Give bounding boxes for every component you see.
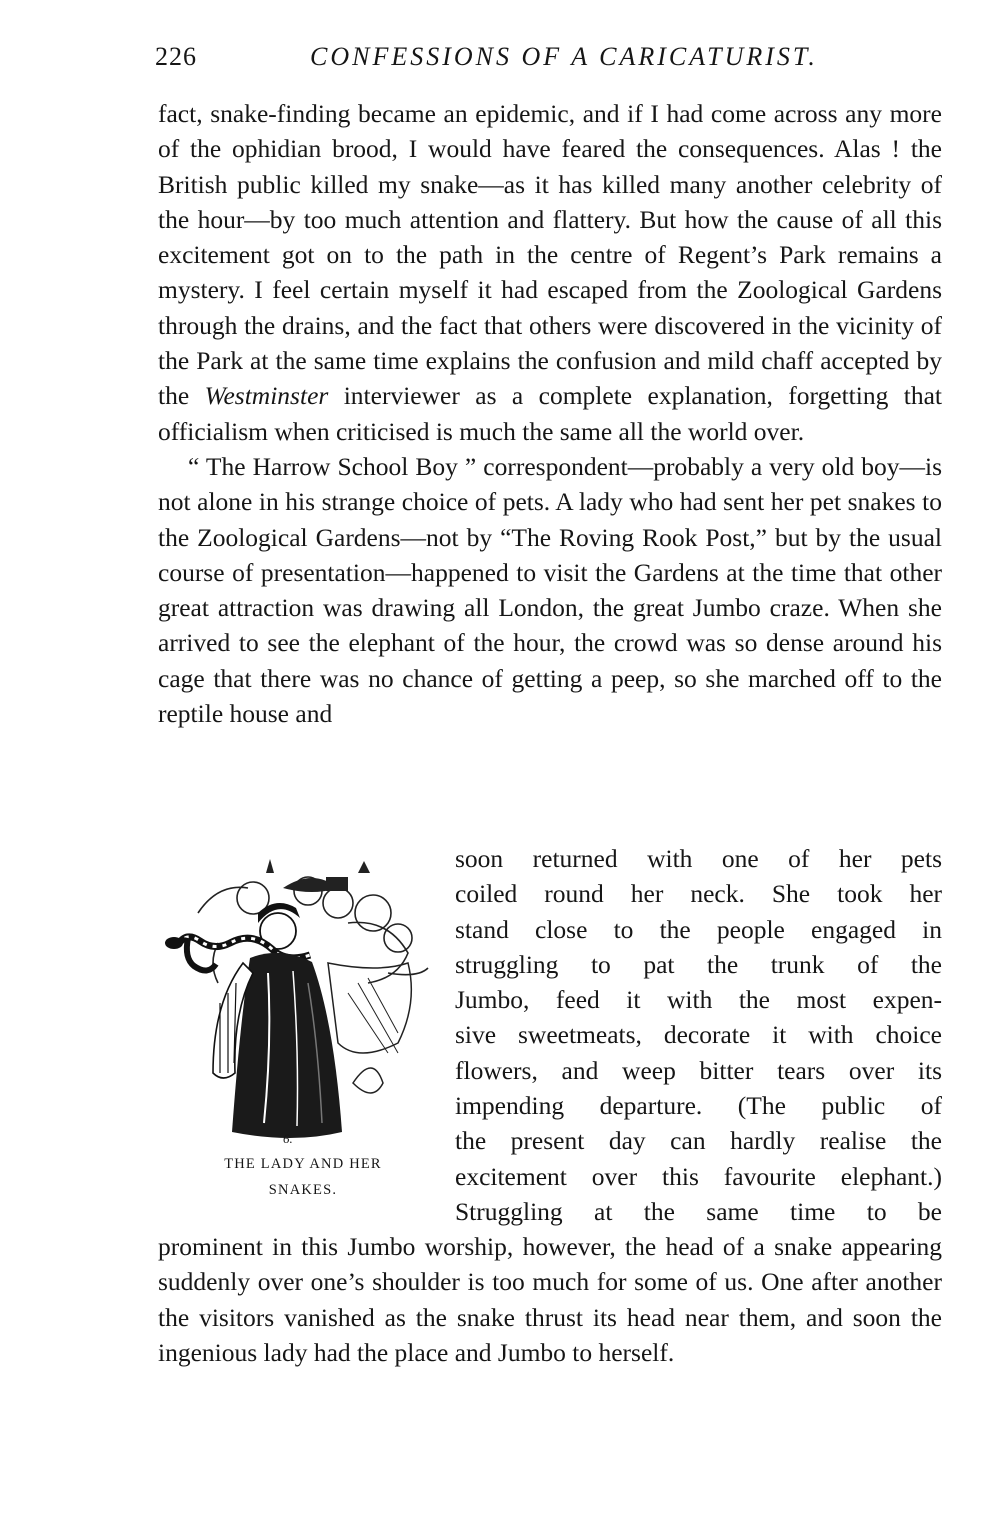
paragraph-2: “ The Harrow School Boy ” correspondent—probably a very old boy—is not alone in his strange choice of pets. A lady who had sent her pet snakes to the Zoological Gardens—not by “The Roving Rook Post,” but by the usual course of presentation—happened to visit the Gardens at the time that other great attraction was drawing all London, the great Jumbo craze. When she arrived to see the elephant of the hour, the crowd was so dense around his cage that there was no chance of getting a peep, so she marched off to the reptile house and [158, 451, 942, 729]
wrapped-line: soon returned with one of her pets [455, 844, 942, 873]
running-title: CONFESSIONS OF A CARICATURIST. [310, 42, 818, 71]
illustration-figure [158, 853, 442, 1213]
main-text-top [158, 96, 942, 731]
lady-with-snake-illustration [158, 853, 442, 1153]
figure-caption: THE LADY AND HER SNAKES. [224, 1156, 382, 1198]
artist-signature: 6. [283, 1131, 293, 1146]
wrapped-line: Jumbo, feed it with the most expen- [455, 985, 942, 1015]
wrapped-line: sive sweetmeats, decorate it with choice [455, 1020, 942, 1050]
wrapped-line: the present day can hardly realise the [455, 1126, 942, 1156]
paragraph-2-continued: prominent in this Jumbo worship, however, the head of a snake appearing suddenly over one’s shoulder is too much for some of us. One after another the visitors vanished as the snake thrust its head near them, and soon the ingenious lady had the place and Jumbo to herself. [158, 1232, 942, 1367]
wrapped-line: impending departure. (The public of [455, 1091, 942, 1121]
wrapped-line: excitement over this favourite elephant.) [455, 1161, 942, 1191]
wrapped-line: Struggling at the same time to be [455, 1196, 942, 1226]
main-text-bottom [158, 1229, 942, 1370]
paragraph-1: fact, snake-finding became an epidemic, and if I had come across any more of the ophidian brood, I would have feared the consequences. Alas ! the British public killed my snake—as it has killed many another celebrity of the hour—by too much attention and flattery. But how the cause of all this excitement got on to the path in the centre of Regent’s Park remains a mystery. I feel certain myself it had escaped from the Zoological Gardens through the drains, and the fact that others were discovered in the vicinity of the Park at the same time explains the confusion and mild chaff accepted by the Westminster interviewer as a complete explanation, forgetting that officialism when criticised is much the same all the world over. [158, 99, 943, 446]
wrapped-line: stand close to the people engaged in [455, 914, 942, 944]
wrapped-line: coiled round her neck. She took her [455, 879, 942, 909]
page-number: 226 [155, 42, 197, 71]
italic-westminster: Westminster [204, 381, 329, 411]
wrapped-text-column [455, 841, 942, 1229]
running-head [155, 42, 945, 82]
wrapped-line: struggling to pat the trunk of the [455, 949, 942, 979]
wrapped-line: flowers, and weep bitter tears over its [455, 1055, 942, 1085]
